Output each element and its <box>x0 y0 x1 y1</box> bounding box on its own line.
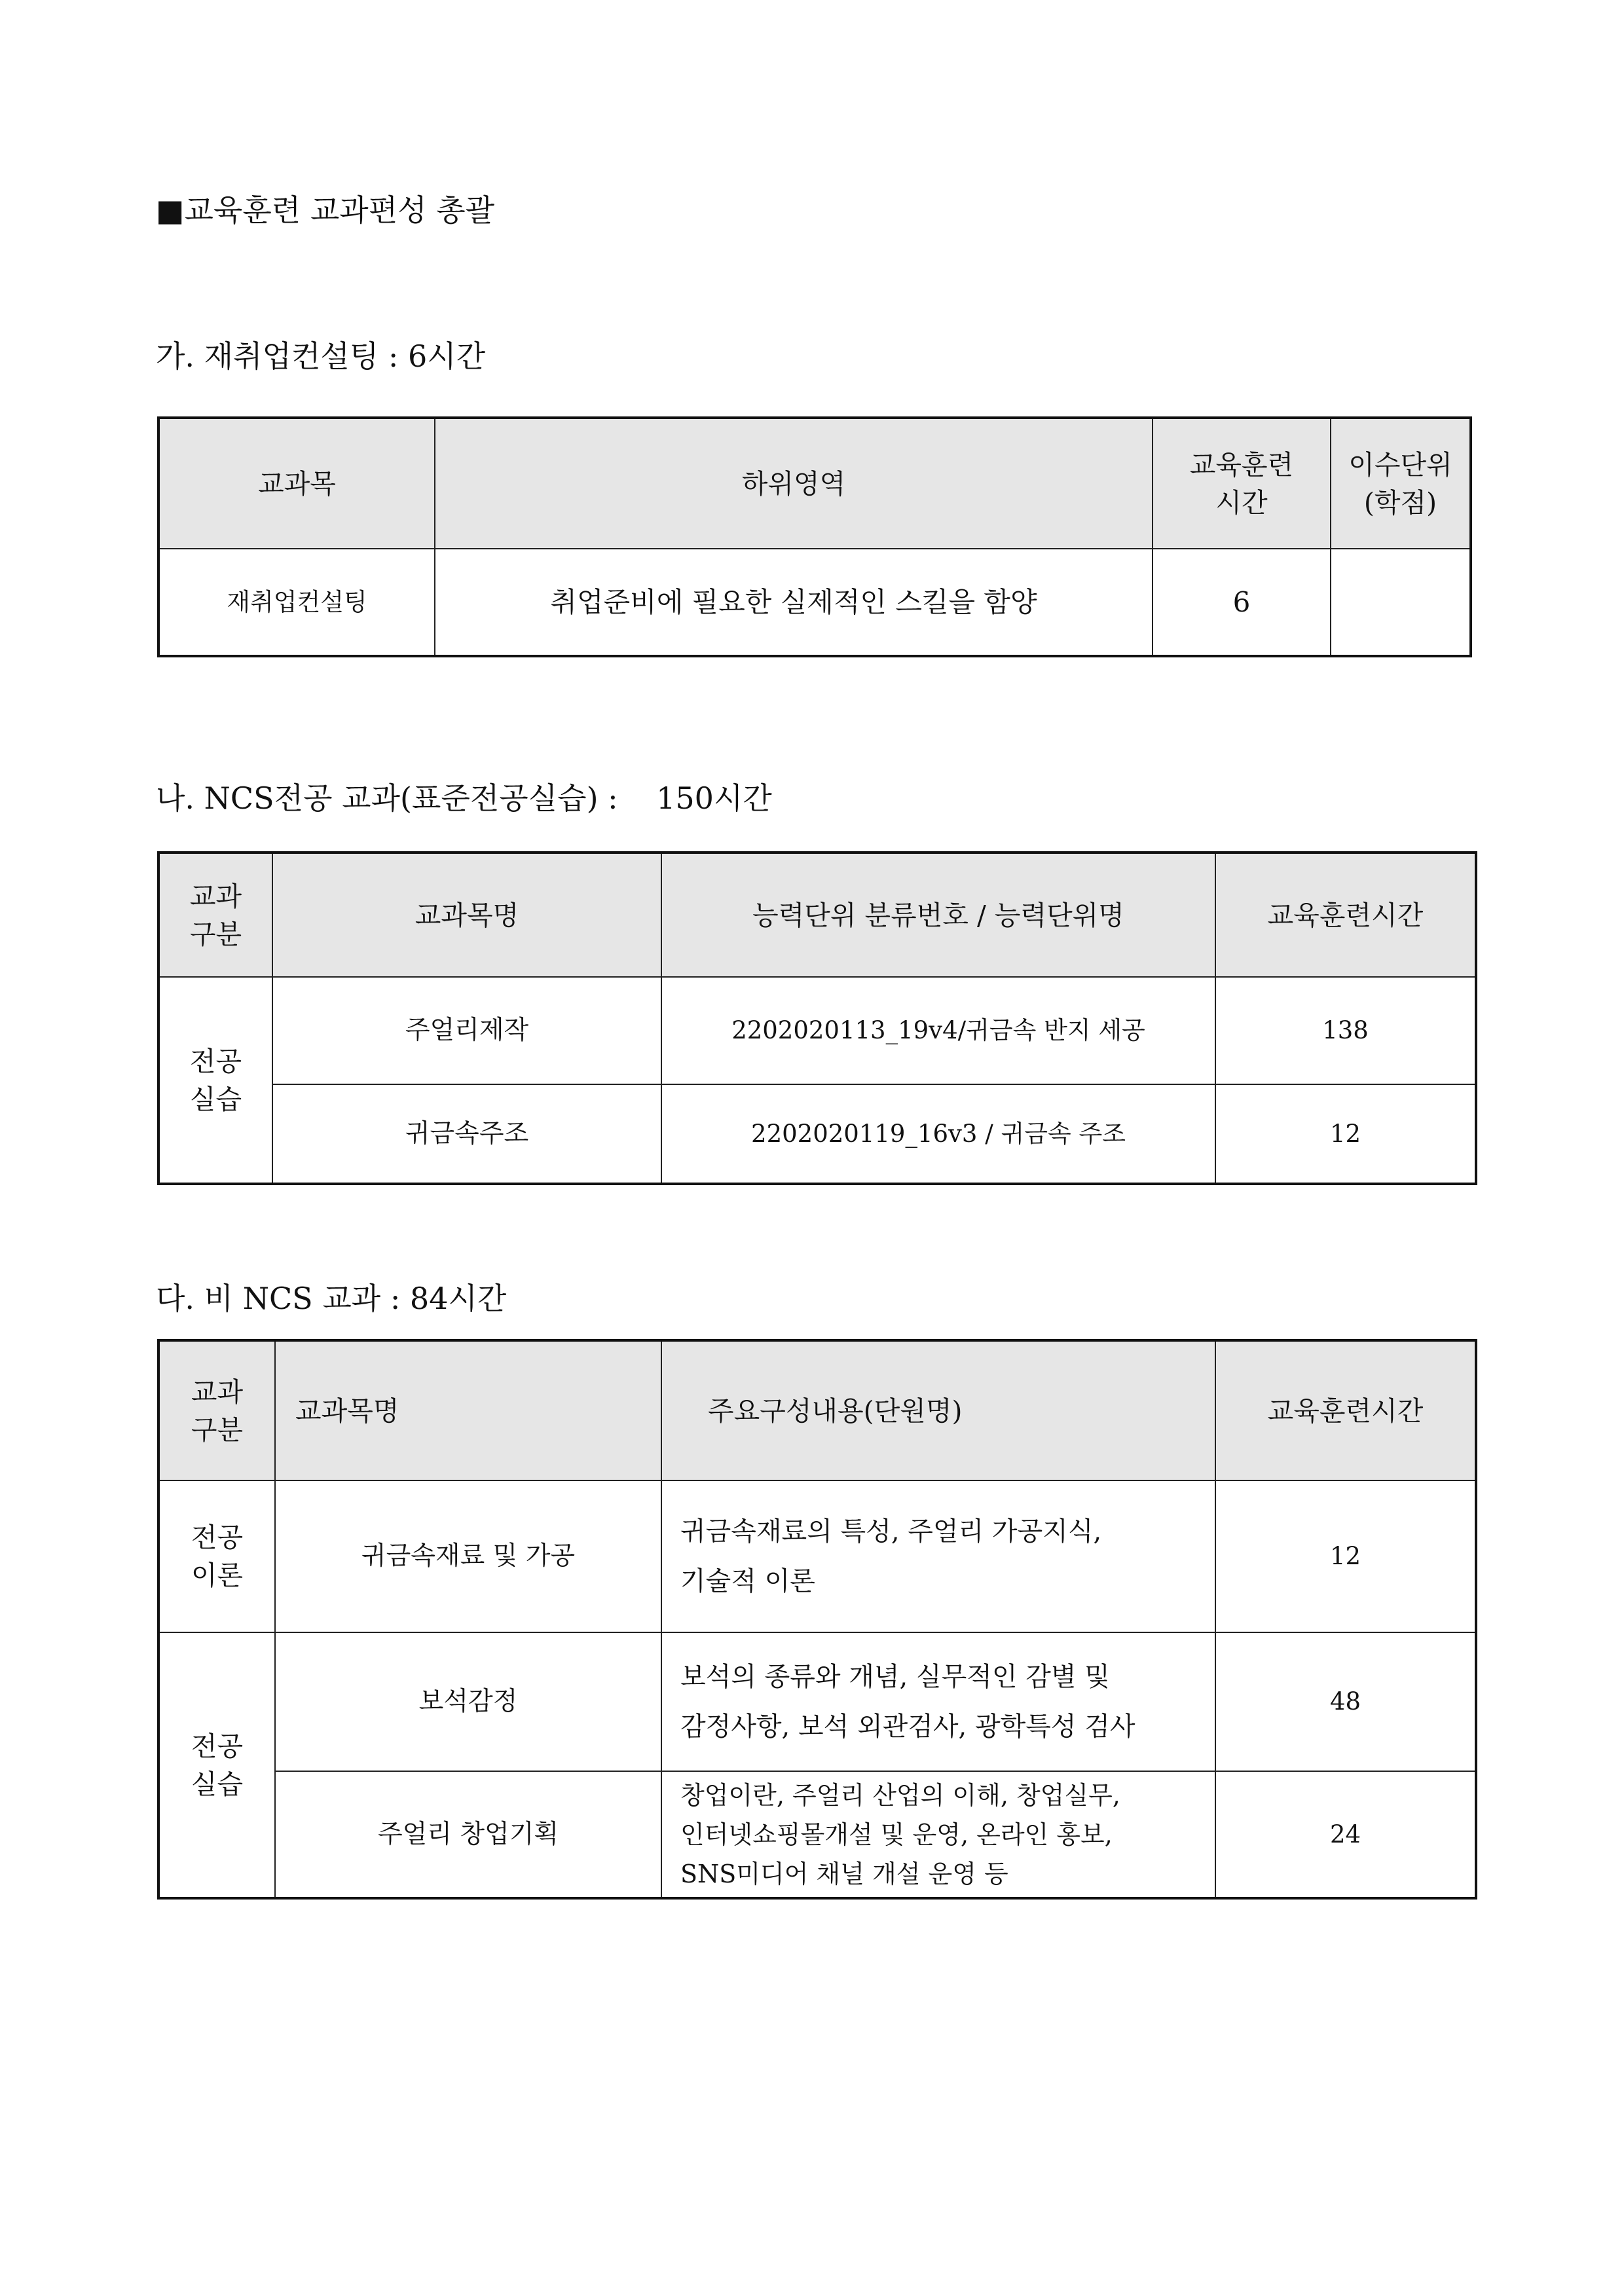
cell-unit: 2202020119_16v3 / 귀금속 주조 <box>661 1084 1215 1184</box>
section-b-table <box>157 851 1477 1185</box>
header-unit: 능력단위 분류번호 / 능력단위명 <box>661 853 1215 977</box>
table-row <box>158 977 1476 1084</box>
cell-subject: 귀금속재료 및 가공 <box>275 1480 661 1632</box>
section-b-heading: 나. NCS전공 교과(표준전공실습) : 150시간 <box>156 780 772 816</box>
cell-subject: 귀금속주조 <box>272 1084 661 1184</box>
table-header-row <box>158 1340 1476 1480</box>
header-hours: 교육훈련 시간 <box>1153 418 1331 549</box>
table-row <box>158 1632 1476 1771</box>
content-line: 인터넷쇼핑몰개설 및 운영, 온라인 홍보, <box>680 1820 1113 1849</box>
table-row <box>158 1480 1476 1632</box>
cell-unit: 2202020113_19v4/귀금속 반지 세공 <box>661 977 1215 1084</box>
header-hours: 교육훈련시간 <box>1215 853 1476 977</box>
content-line: SNS미디어 채널 개설 운영 등 <box>680 1859 1008 1888</box>
table-row <box>158 1771 1476 1898</box>
table-header-row <box>158 418 1471 549</box>
cell-content <box>661 1480 1215 1632</box>
cell-subject: 주얼리제작 <box>272 977 661 1084</box>
cell-hours: 6 <box>1153 549 1331 656</box>
header-hours: 교육훈련시간 <box>1215 1340 1476 1480</box>
cell-content <box>661 1632 1215 1771</box>
header-category: 교과 구분 <box>158 853 272 977</box>
content-line: 감정사항, 보석 외관검사, 광학특성 검사 <box>680 1712 1135 1742</box>
header-subject-name: 교과목명 <box>272 853 661 977</box>
cell-hours: 12 <box>1215 1480 1476 1632</box>
content-line: 보석의 종류와 개념, 실무적인 감별 및 <box>680 1662 1110 1692</box>
cell-hours: 12 <box>1215 1084 1476 1184</box>
section-a-heading: 가. 재취업컨설팅 : 6시간 <box>156 339 486 374</box>
cell-credits <box>1331 549 1471 656</box>
document-title: ■교육훈련 교과편성 총괄 <box>156 193 495 228</box>
table-header-row <box>158 853 1476 977</box>
content-line: 창업이란, 주얼리 산업의 이해, 창업실무, <box>680 1780 1120 1810</box>
cell-hours: 24 <box>1215 1771 1476 1898</box>
cell-hours: 48 <box>1215 1632 1476 1771</box>
section-c-heading: 다. 비 NCS 교과 : 84시간 <box>156 1281 507 1316</box>
cell-category: 전공 이론 <box>158 1480 275 1632</box>
cell-hours: 138 <box>1215 977 1476 1084</box>
section-c-table <box>157 1339 1477 1900</box>
section-a-table <box>157 416 1472 657</box>
cell-sub-area: 취업준비에 필요한 실제적인 스킬을 함양 <box>435 549 1153 656</box>
header-subject-name: 교과목명 <box>275 1340 661 1480</box>
cell-subject: 재취업컨설팅 <box>158 549 435 656</box>
header-content: 주요구성내용(단원명) <box>661 1340 1215 1480</box>
table-row <box>158 1084 1476 1184</box>
header-credits: 이수단위 (학점) <box>1331 418 1471 549</box>
table-row <box>158 549 1471 656</box>
cell-content <box>661 1771 1215 1898</box>
header-category: 교과 구분 <box>158 1340 275 1480</box>
cell-subject: 보석감정 <box>275 1632 661 1771</box>
cell-subject: 주얼리 창업기획 <box>275 1771 661 1898</box>
header-subject: 교과목 <box>158 418 435 549</box>
content-line: 귀금속재료의 특성, 주얼리 가공지식, <box>680 1516 1102 1547</box>
cell-category: 전공 실습 <box>158 1632 275 1898</box>
header-sub-area: 하위영역 <box>435 418 1153 549</box>
cell-category: 전공 실습 <box>158 977 272 1184</box>
content-line: 기술적 이론 <box>680 1566 815 1596</box>
